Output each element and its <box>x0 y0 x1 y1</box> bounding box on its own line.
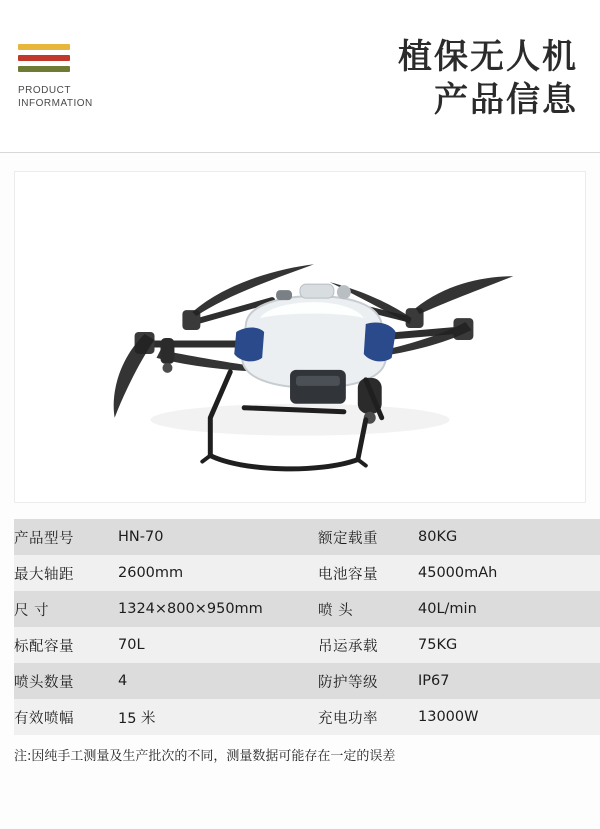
spec-value-left: 2600mm <box>118 555 300 591</box>
page-title-line1: 植保无人机 <box>398 37 578 77</box>
spec-value-right: 80KG <box>418 519 600 555</box>
spec-value-left: HN-70 <box>118 519 300 555</box>
table-row <box>14 591 600 627</box>
spec-label-left: 喷头数量 <box>14 663 118 699</box>
spec-label-right: 防护等级 <box>300 663 418 699</box>
page-title-line2: 产品信息 <box>434 80 578 120</box>
spec-label-left: 尺 寸 <box>14 591 118 627</box>
spec-table-body <box>14 519 600 735</box>
spec-label-left: 产品型号 <box>14 519 118 555</box>
table-row <box>14 519 600 555</box>
logo-bars-icon <box>18 44 70 72</box>
product-image <box>14 171 586 503</box>
footer-spacer <box>0 767 600 795</box>
logo-caption-line2: INFORMATION <box>18 98 93 109</box>
logo-caption-line1: PRODUCT <box>18 85 71 96</box>
logo-bar-yellow-icon <box>18 44 70 50</box>
spec-label-left: 最大轴距 <box>14 555 118 591</box>
spec-value-right: 13000W <box>418 699 600 735</box>
spec-value-right: 40L/min <box>418 591 600 627</box>
logo-bar-olive-icon <box>18 66 70 72</box>
spec-value-left: 70L <box>118 627 300 663</box>
measurement-note: 注:因纯手工测量及生产批次的不同，测量数据可能存在一定的误差 <box>14 749 396 764</box>
spec-value-left: 4 <box>118 663 300 699</box>
drone-illustration-icon <box>15 172 585 502</box>
logo-caption <box>18 84 138 110</box>
table-row <box>14 699 600 735</box>
brand-logo <box>18 44 138 110</box>
spec-label-left: 标配容量 <box>14 627 118 663</box>
spec-label-right: 充电功率 <box>300 699 418 735</box>
spec-value-right: 75KG <box>418 627 600 663</box>
table-row <box>14 555 600 591</box>
spec-value-right: IP67 <box>418 663 600 699</box>
spec-value-left: 1324×800×950mm <box>118 591 300 627</box>
spec-value-right: 45000mAh <box>418 555 600 591</box>
table-row <box>14 627 600 663</box>
spec-label-right: 电池容量 <box>300 555 418 591</box>
table-row <box>14 663 600 699</box>
spec-value-left: 15 米 <box>118 699 300 735</box>
spec-label-left: 有效喷幅 <box>14 699 118 735</box>
spec-label-right: 额定载重 <box>300 519 418 555</box>
page-title <box>398 36 578 122</box>
spec-label-right: 吊运承载 <box>300 627 418 663</box>
logo-bar-red-icon <box>18 55 70 61</box>
spec-table <box>14 519 600 735</box>
page-header <box>0 0 600 153</box>
spec-label-right: 喷 头 <box>300 591 418 627</box>
